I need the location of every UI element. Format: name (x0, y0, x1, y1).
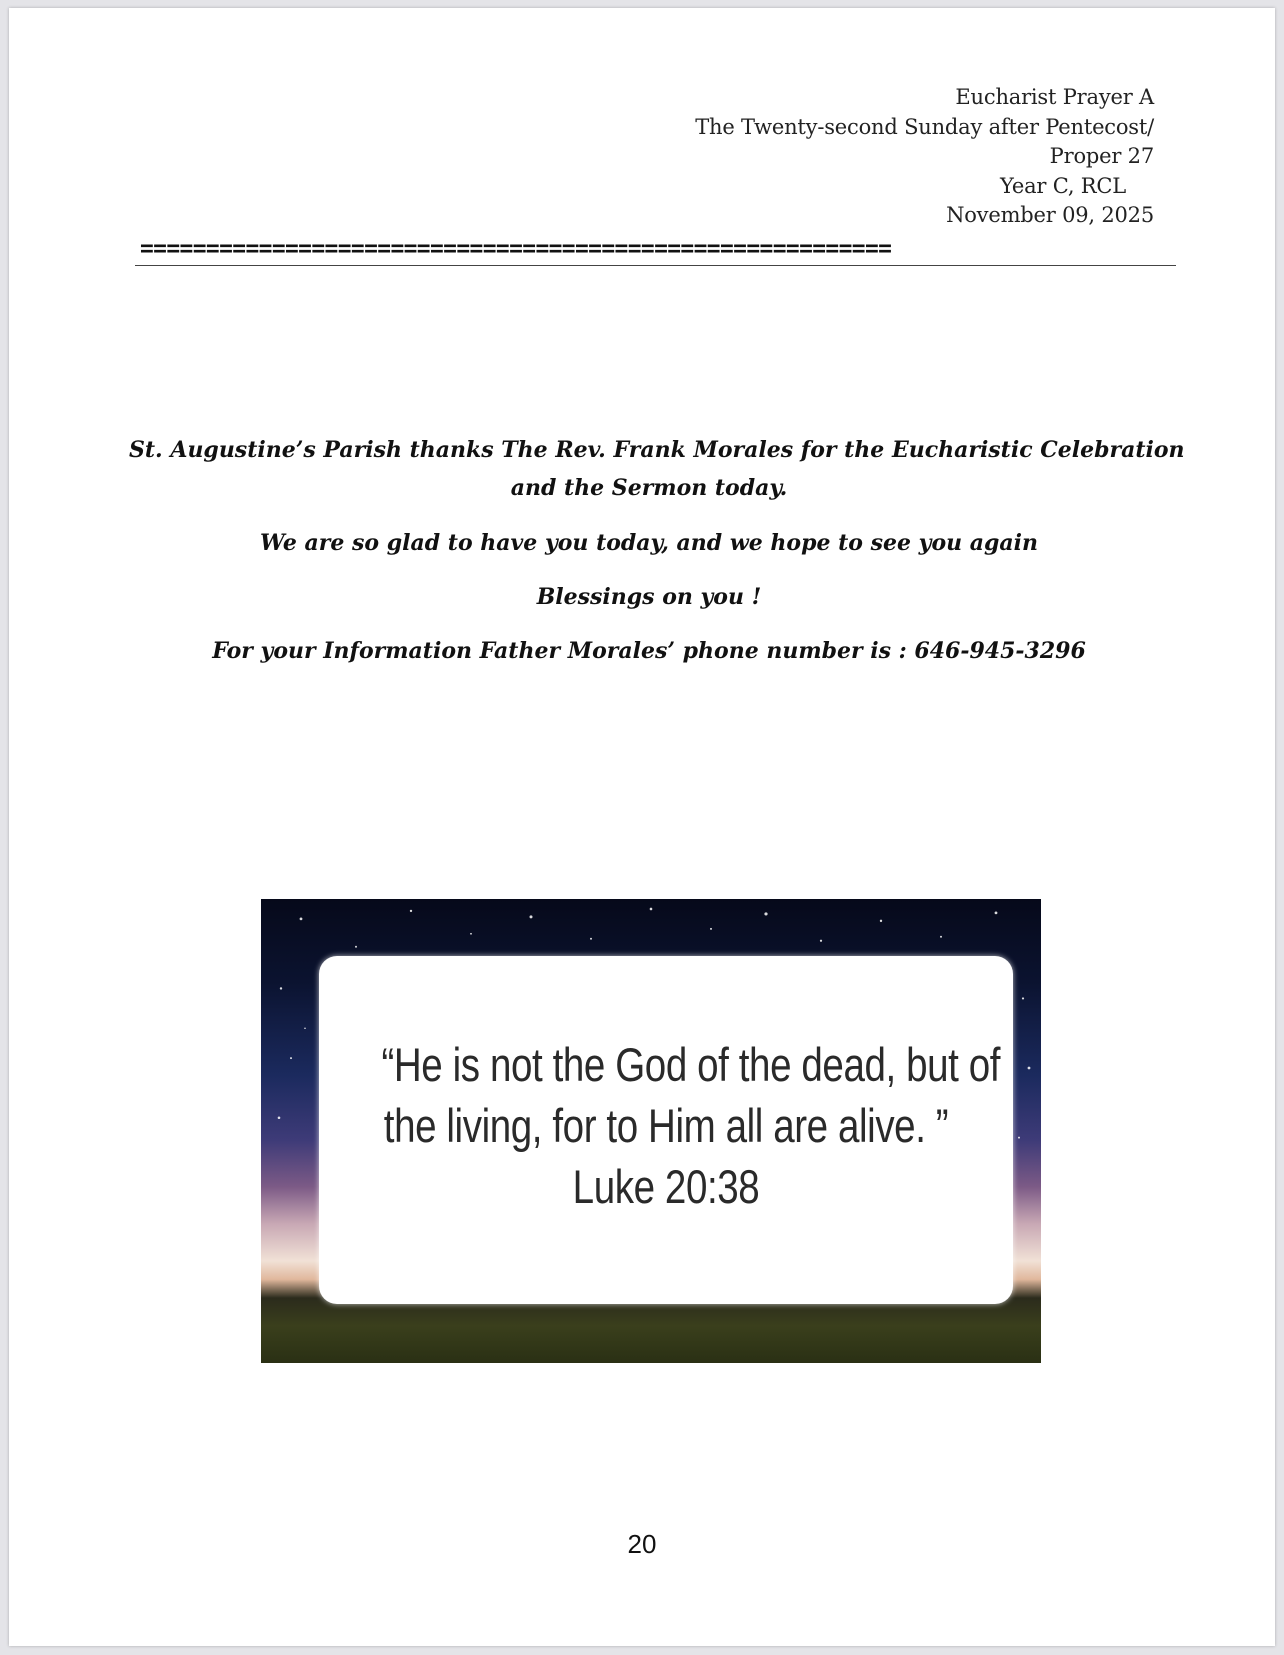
quote-reference: Luke 20:38 (572, 1160, 760, 1213)
header-proper: Proper 27 (1049, 144, 1154, 168)
phone-info-line: For your Information Father Morales’ phone number is : 646-945-3296 (212, 638, 1086, 664)
thanks-paragraph (129, 431, 1185, 507)
welcome-line: We are so glad to have you today, and we hope to see you again (259, 530, 1039, 556)
quote-line-1: “He is not the God of the dead, but of (381, 1038, 1001, 1091)
scripture-quote-image (261, 899, 1041, 1363)
header-separator: ========================================================= (140, 236, 892, 262)
quote-text (381, 1034, 1001, 1217)
document-page (9, 8, 1275, 1646)
thanks-line-2: and the Sermon today. (510, 475, 788, 501)
header-rule (135, 265, 1176, 266)
header-date: November 09, 2025 (946, 203, 1154, 227)
page-number: 20 (627, 1529, 657, 1559)
quote-line-2: the living, for to Him all are alive. ” (383, 1099, 949, 1152)
blessing-line: Blessings on you ! (536, 584, 762, 610)
header-sunday: The Twenty-second Sunday after Pentecost/ (695, 114, 1154, 139)
header-prayer: Eucharist Prayer A (955, 85, 1154, 109)
bulletin-header (695, 83, 1154, 231)
quote-card (319, 956, 1013, 1304)
thanks-line-1: St. Augustine’s Parish thanks The Rev. Frank Morales for the Eucharistic Celebration (129, 437, 1185, 463)
header-year: Year C, RCL (1000, 173, 1126, 198)
